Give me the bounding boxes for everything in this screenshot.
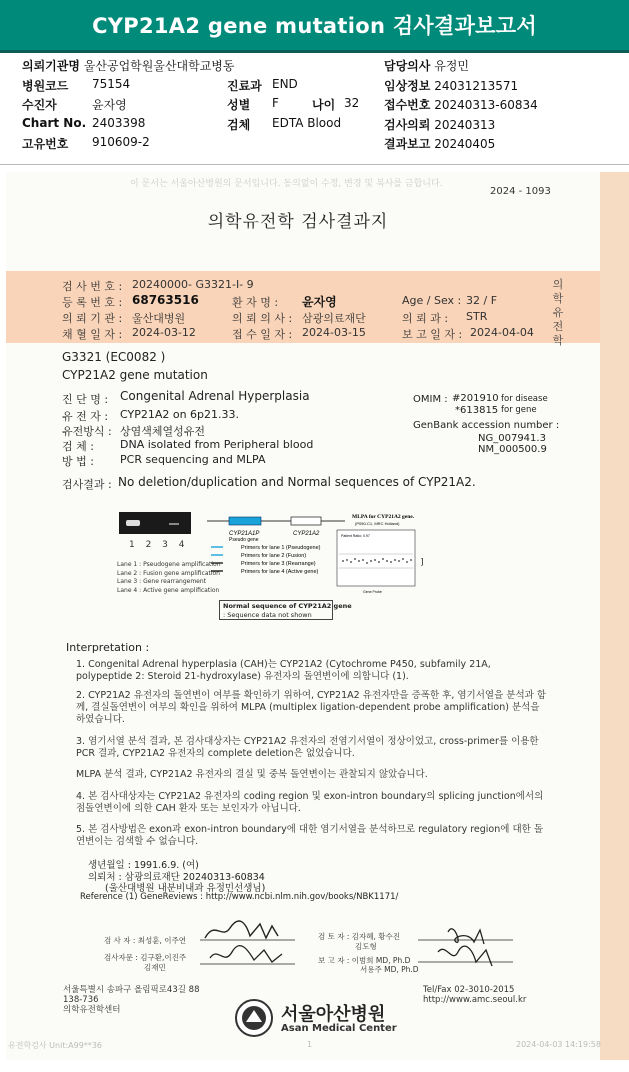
examiner: 검 사 자 : 최성훈, 이주연 — [104, 936, 187, 945]
primer-label-4: Primers for lane 4 (Active gene) — [241, 569, 319, 575]
detail-method: PCR sequencing and MLPA — [120, 453, 266, 466]
inst: 울산대병원 — [132, 312, 186, 325]
detail-gene-label: 유 전 자 : — [62, 410, 109, 423]
mlpa-point — [350, 561, 352, 563]
gel-image — [119, 512, 191, 534]
gel-lane-numbers: 1 2 3 4 — [129, 540, 185, 550]
interp-2: 2. CYP21A2 유전자의 돌연변이 여부를 확인하기 위하여, CYP21A2 유전자만을 증폭한 후, 염기서열을 분석과 함께, 결실돌연변이 여부의 확인을 위하여 MLPA (multiplex ligation-dependent probe amplification) 분석을 하였습니다. — [76, 690, 546, 725]
gene-diagram — [205, 510, 350, 600]
mlpa-point — [342, 560, 344, 562]
reporter-2: 서용주 MD, Ph.D — [360, 965, 419, 974]
detail-specimen-label: 검 체 : — [62, 440, 94, 453]
mlpa-point — [386, 560, 388, 562]
mlpa-point — [398, 560, 400, 562]
birth-date: 생년월일 : 1991.6.9. (여) — [88, 860, 199, 871]
hospital-logo-icon — [234, 998, 274, 1038]
interp-4: 4. 본 검사대상자는 CYP21A2 유전자의 coding region 및 exon-intron boundary의 splicing junction에서의 점돌연변이에 의한 CAH 환자 또는 보인자가 아닙니다. — [76, 791, 544, 814]
result-label: 검사결과 : — [62, 478, 112, 491]
detail-diagnosis: Congenital Adrenal Hyperplasia — [120, 389, 310, 403]
hospital-name-en: Asan Medical Center — [281, 1023, 397, 1034]
reporter: 보 고 자 : 이범희 MD, Ph.D — [318, 956, 411, 965]
reviewer-2: 김도형 — [355, 942, 377, 951]
mlpa-point — [390, 561, 392, 563]
requester-sub: (울산대병원 내분비내과 유정민선생님) — [105, 883, 266, 894]
header-divider — [0, 164, 629, 165]
pseudo-gene-box — [229, 517, 261, 525]
primer-label-2: Primers for lane 2 (Fusion) — [241, 553, 307, 559]
receive-date: 2024-03-15 — [302, 326, 366, 339]
interp-3: 3. 염기서열 분석 결과, 본 검사대상자는 CYP21A2 유전자의 전염기서열이 정상이었고, cross-primer를 이용한 PCR 결과, CYP21A2 유전자의 complete deletion은 없었습니다. — [76, 736, 539, 759]
mlpa-ratio: Patient Ratio: 0.97 — [341, 534, 370, 538]
mlpa-bracket: ] — [421, 557, 424, 566]
header-unique-value: 910609-2 — [92, 135, 150, 149]
header-request: 검사의뢰 20240313 — [384, 118, 496, 132]
header-specimen-label: 검체 — [227, 118, 251, 132]
header-hosp-code-value: 75154 — [92, 77, 131, 91]
mlpa-subtitle: (P050-C1, MRC Holland) — [355, 521, 400, 526]
header-clinical: 임상정보 24031213571 — [384, 79, 519, 93]
header-patient-value: 윤자영 — [92, 98, 127, 112]
header-receipt: 접수번호 20240313-60834 — [384, 98, 538, 112]
header-patient-label: 수진자 — [22, 98, 57, 112]
pseudo-gene-label: CYP21A1P — [229, 531, 260, 537]
footer-address-3: 의학유전학센터 — [63, 1005, 121, 1015]
gel-lane-legend: Lane 1 : Pseudogene amplification Lane 2 : Fusion gene amplification Lane 3 : Gene rearrangement Lane 4 : Active gene amplification — [117, 561, 221, 594]
signature-images-right — [418, 912, 518, 982]
gel-band — [126, 520, 140, 526]
report-watermark: 이 문서는 서울아산병원의 문서입니다. 동의없이 수정, 변경 및 복사를 금합니다. — [130, 179, 443, 189]
signature-images — [200, 910, 300, 970]
mlpa-point — [402, 558, 404, 560]
mlpa-title: MLPA for CYP21A2 gene. — [352, 514, 415, 520]
report-doc-title: 의학유전학 검사결과지 — [207, 212, 389, 232]
header-result: 결과보고 20240405 — [384, 137, 496, 151]
mlpa-frame — [337, 530, 415, 586]
receive-label: 접 수 일 자 : — [232, 328, 293, 341]
omim-label: OMIM : — [413, 394, 448, 405]
report-date-label: 보 고 일 자 : — [402, 328, 463, 341]
reference: Reference (1) GeneReviews : http://www.ncbi.nlm.nih.gov/books/NBK1171/ — [80, 892, 399, 902]
header-age-label: 나이 — [312, 98, 336, 112]
footer-address-2: 138-736 — [63, 995, 99, 1005]
mlpa-point — [358, 560, 360, 562]
header-unique-label: 고유번호 — [22, 137, 69, 151]
genbank-2: NM_000500.9 — [478, 444, 547, 455]
detail-diagnosis-label: 진 단 명 : — [62, 393, 109, 406]
doctor: 삼광의료재단 — [302, 312, 366, 325]
omim-1-note: for disease — [501, 394, 548, 404]
active-gene-label: CYP21A2 — [293, 531, 320, 537]
detail-gene: CYP21A2 on 6p21.33. — [120, 408, 240, 421]
header-chart-value: 2403398 — [92, 116, 146, 130]
collect-date: 2024-03-12 — [132, 326, 196, 339]
test-code: G3321 (EC0082 ) — [62, 350, 166, 364]
normal-box-line1: Normal sequence of CYP21A2 gene — [223, 602, 352, 610]
code: STR — [466, 310, 488, 323]
signature-stroke — [205, 921, 278, 938]
interp-5: 5. 본 검사방법은 exon과 exon-intron boundary에 대한 염기서열을 분석하므로 regulatory region에 대한 돌연변이는 검색할 수 없습니다. — [76, 824, 544, 847]
report-year-code: 2024 - 1093 — [490, 186, 551, 197]
omim-2-note: for gene — [501, 405, 537, 415]
header-chart-label: Chart No. — [22, 116, 87, 130]
reg-no-label: 등 록 번 호 : — [62, 296, 123, 309]
header-sex-label: 성별 — [227, 98, 251, 112]
exam-no-label: 검 사 번 호 : — [62, 280, 123, 293]
mlpa-xlabel: Gene Probe — [363, 590, 382, 594]
report-title-bar — [0, 0, 629, 53]
exam-no: 20240000- G3321-I- 9 — [132, 278, 254, 291]
mlpa-point — [366, 562, 368, 564]
header-age-value: 32 — [344, 96, 360, 110]
genbank-label: GenBank accession number : — [413, 420, 560, 431]
omim-2: *613815 — [455, 405, 499, 416]
mlpa-point — [370, 560, 372, 562]
report-side-strip — [600, 172, 629, 1060]
header-hosp-code: 병원코드 — [22, 79, 69, 93]
pseudo-gene-sub: Pseudo gene — [229, 537, 259, 543]
checker: 검사자문 : 김구환,이진주 — [104, 953, 187, 962]
patient-label: 환 자 명 : — [232, 296, 279, 309]
header-doctor: 담당의사 유정민 — [384, 59, 469, 73]
doctor-label: 의 뢰 의 사 : — [232, 312, 293, 325]
mlpa-point — [354, 558, 356, 560]
mlpa-plot — [335, 510, 435, 600]
signature-stroke — [448, 929, 484, 944]
checker-2: 김재민 — [144, 963, 166, 972]
age-sex: 32 / F — [466, 294, 498, 307]
patient-name: 윤자영 — [302, 295, 337, 309]
vertical-label: 의학유전학 — [552, 278, 564, 347]
footer-address-1: 서울특별시 송파구 올림픽로43길 88 — [63, 985, 200, 995]
detail-inheritance: 상염색체열성유전 — [120, 425, 206, 438]
code-label: 의 뢰 과 : — [402, 312, 449, 325]
footer-printed: 2024-04-03 14:19:58 — [516, 1040, 601, 1049]
mlpa-point — [378, 561, 380, 563]
report-date: 2024-04-04 — [470, 326, 534, 339]
collect-label: 채 혈 일 자 : — [62, 328, 123, 341]
inst-label: 의 뢰 기 관 : — [62, 312, 123, 325]
active-gene-box — [291, 517, 321, 525]
mlpa-point — [362, 559, 364, 561]
signature-stroke — [210, 946, 282, 962]
mlpa-point — [382, 558, 384, 560]
mlpa-point — [406, 561, 408, 563]
detail-inheritance-label: 유전방식 : — [62, 425, 112, 438]
primer-label-1: Primers for lane 1 (Pseudogene) — [241, 545, 321, 551]
genbank-1: NG_007941.3 — [478, 433, 546, 444]
mlpa-point — [374, 559, 376, 561]
omim-1: #201910 — [452, 393, 499, 404]
footer-page: 1 — [307, 1040, 313, 1049]
detail-method-label: 방 법 : — [62, 455, 94, 468]
interp-1: 1. Congenital Adrenal hyperplasia (CAH)는 CYP21A2 (Cytochrome P450, subfamily 21A, polypeptide 2: Steroid 21-hydroxylase) 유전자의 돌연변이에 의합니다 (1). — [76, 659, 491, 682]
mlpa-point — [410, 559, 412, 561]
normal-sequence-box — [219, 600, 352, 620]
reviewer: 검 토 자 : 김자혜, 황수진 — [318, 932, 401, 941]
interp-3b: MLPA 분석 결과, CYP21A2 유전자의 결실 및 중복 돌연변이는 관찰되지 않았습니다. — [76, 769, 428, 780]
signature-stroke — [438, 946, 492, 966]
test-name: CYP21A2 gene mutation — [62, 368, 208, 382]
primer-label-3: Primers for lane 3 (Rearrange) — [241, 561, 316, 567]
header-dept-label: 진료과 — [227, 79, 262, 93]
header-inst: 의뢰기관명 울산공업학원울산대학교병동 — [22, 59, 235, 73]
footer-tel: Tel/Fax 02-3010-2015 — [423, 985, 515, 995]
footer-unit: 유전학검사 Unit:A99**36 — [8, 1041, 102, 1050]
mlpa-point — [346, 559, 348, 561]
hospital-name-ko: 서울아산병원 — [281, 1004, 386, 1025]
interpretation-label: Interpretation : — [66, 641, 150, 654]
header-specimen-value: EDTA Blood — [272, 116, 342, 130]
footer-web: http://www.amc.seoul.kr — [423, 995, 527, 1005]
normal-box-line2: : Sequence data not shown — [223, 611, 312, 619]
detail-specimen: DNA isolated from Peripheral blood — [120, 438, 314, 451]
gel-band — [169, 523, 179, 525]
requester: 의뢰처 : 삼광의료재단 20240313-60834 — [88, 872, 265, 883]
reg-no: 68763516 — [132, 293, 199, 307]
mlpa-point — [394, 559, 396, 561]
header-dept-value: END — [272, 77, 298, 91]
header-sex-value: F — [272, 96, 279, 110]
result-text: No deletion/duplication and Normal sequences of CYP21A2. — [118, 475, 476, 489]
report-title: CYP21A2 gene mutation 검사결과보고서 — [92, 14, 537, 38]
age-sex-label: Age / Sex : — [402, 294, 462, 307]
